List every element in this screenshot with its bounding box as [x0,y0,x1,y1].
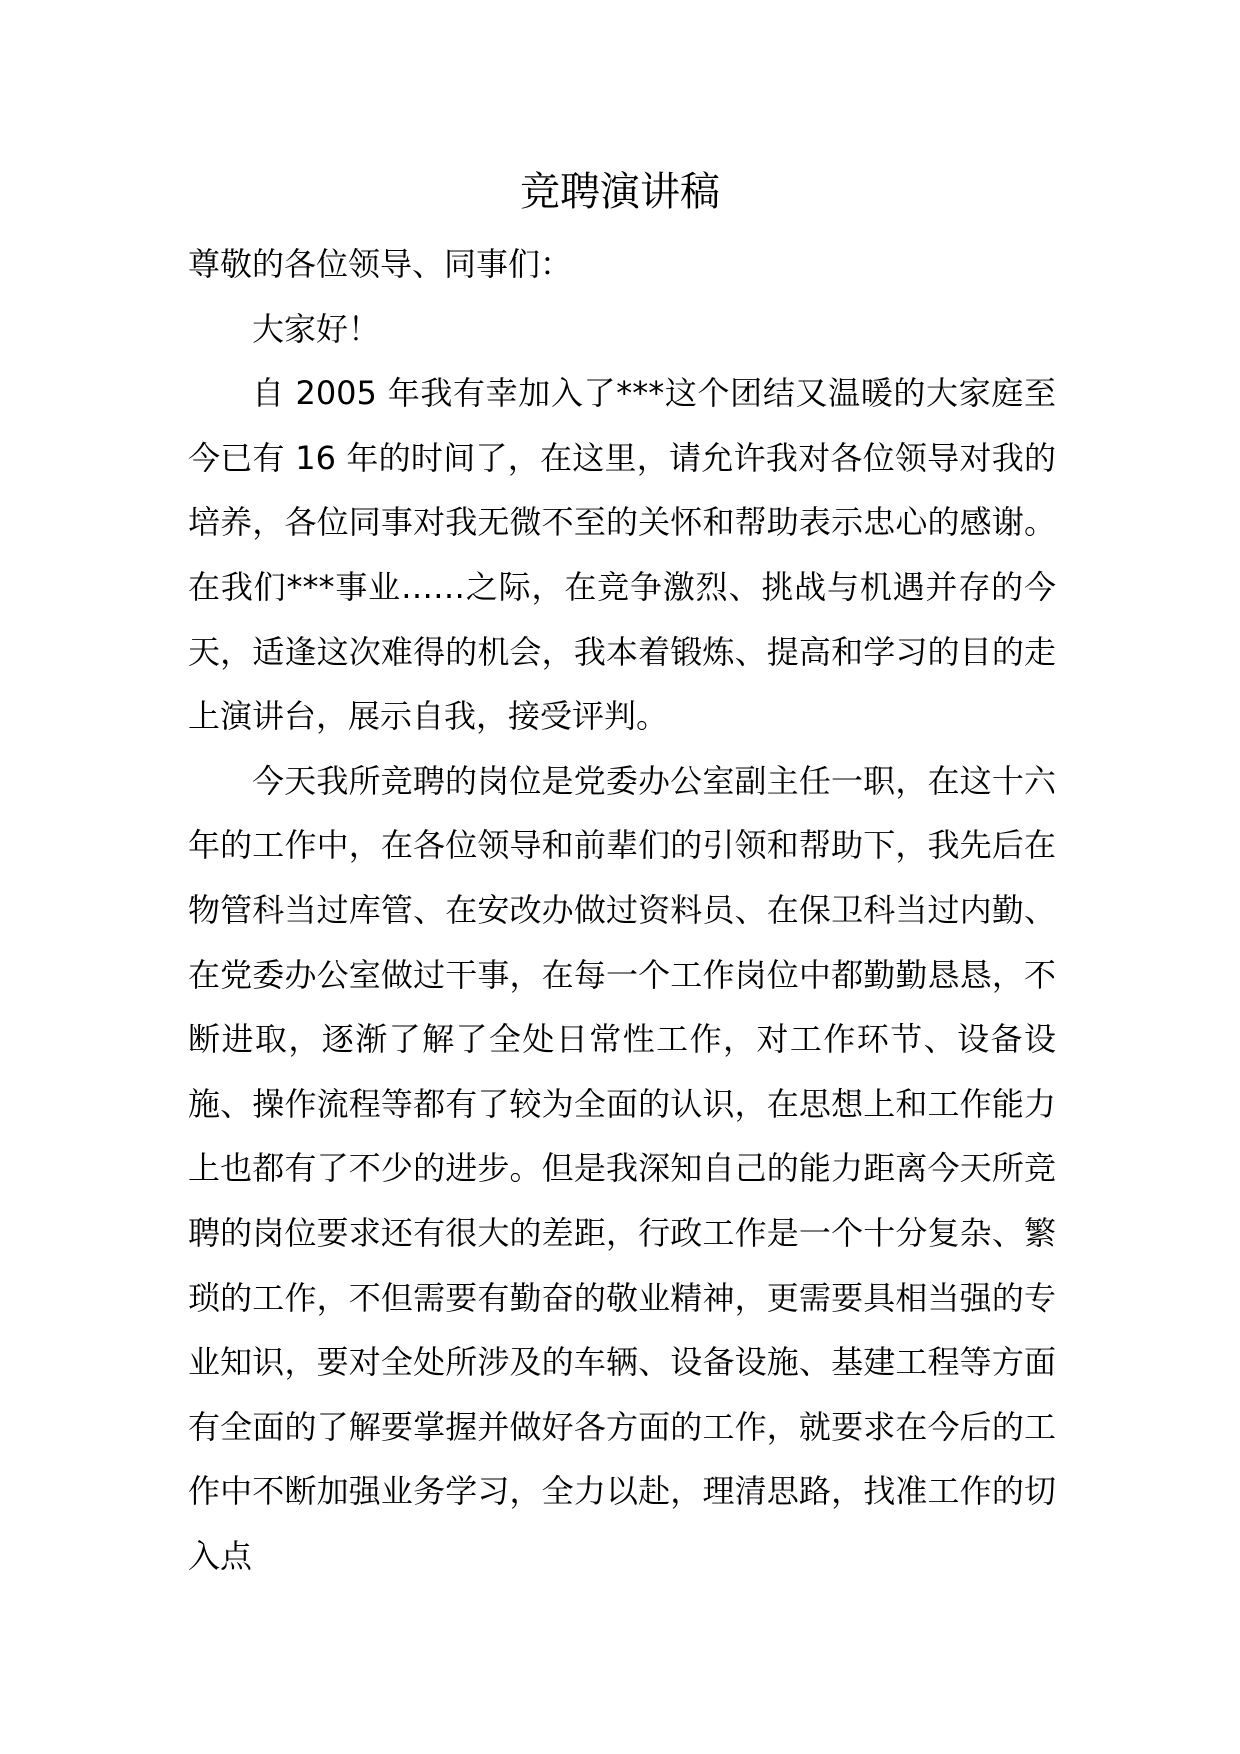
salutation: 尊敬的各位领导、同事们： [188,245,573,283]
paragraph-position: 今天我所竞聘的岗位是党委办公室副主任一职，在这十六年的工作中，在各位领导和前辈们的引领和帮助下，我先后在物管科当过库管、在安改办做过资料员、在保卫科当过内勤、在党委办公室做过干事，在每一个工作岗位中都勤勤恳恳，不断进取，逐渐了解了全处日常性工作，对工作环节、设备设施、操作流程等都有了较为全面的认识，在思想上和工作能力上也都有了不少的进步。但是我深知自己的能力距离今天所竞聘的岗位要求还有很大的差距，行政工作是一个十分复杂、繁琐的工作，不但需要有勤奋的敬业精神，更需要具相当强的专业知识，要对全处所涉及的车辆、设备设施、基建工程等方面有全面的了解要掌握并做好各方面的工作，就要求在今后的工作中不断加强业务学习，全力以赴，理清思路，找准工作的切入点 [188,761,1056,1575]
paragraph-greeting: 大家好！ [252,309,381,348]
paragraph-introduction: 自 2005 年我有幸加入了***这个团结又温暖的大家庭至今已有 16 年的时间了，在这里，请允许我对各位领导对我的培养，各位同事对我无微不至的关怀和帮助表示忠心的感谢。在我们***事业……之际，在竞争激烈、挑战与机遇并存的今天，适逢这次难得的机会，我本着锻炼、提高和学习的目的走上演讲台，展示自我，接受评判。 [188,374,1056,736]
document-title: 竞聘演讲稿 [520,169,720,215]
document-body [188,232,1056,1588]
